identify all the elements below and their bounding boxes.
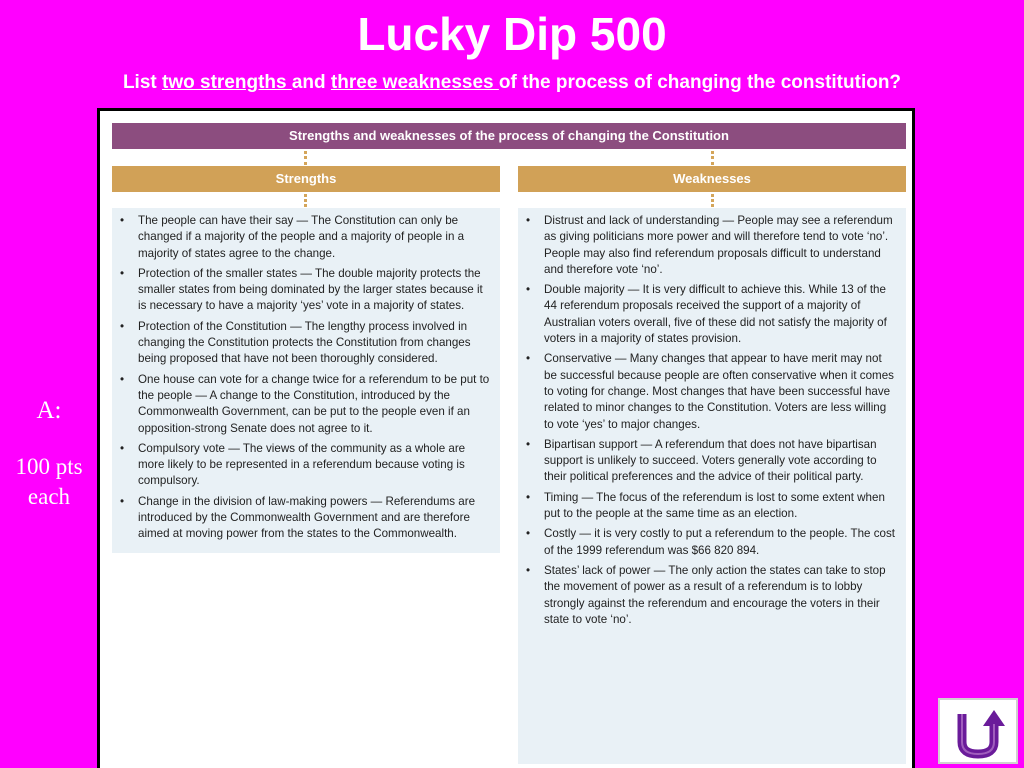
- list-item: • Timing — The focus of the referendum is lost to some extent when put to the people at the same time as an election.: [544, 490, 896, 523]
- question-part-5: of the process of changing the constitution?: [498, 72, 902, 93]
- question-three-weaknesses: three weaknesses: [330, 72, 499, 93]
- list-item: • Protection of the smaller states — The double majority protects the smaller states from being dominated by the larger states because it is necessary to have a majority ‘yes’ vote in a majority of states.: [138, 266, 490, 315]
- connector-dots-strengths-bottom: [304, 194, 307, 207]
- weaknesses-list: [544, 213, 896, 628]
- strengths-list-panel: [112, 208, 500, 553]
- strengths-header: Strengths: [112, 166, 500, 192]
- home-button[interactable]: [938, 698, 1018, 764]
- points-label: [0, 452, 98, 512]
- connector-dots-weaknesses-top: [711, 151, 714, 165]
- question-part-3: and: [291, 72, 331, 93]
- points-each: each: [27, 484, 71, 509]
- question-text: [0, 70, 1024, 96]
- list-item: • One house can vote for a change twice for a referendum to be put to the people — A change to the Constitution, introduced by the Commonwealth Government, can be put to the people even if an opposition-strong Senate does not agree to it.: [138, 372, 490, 437]
- list-item: • The people can have their say — The Constitution can only be changed if a majority of the people and a majority of people in a majority of states agree to the change.: [138, 213, 490, 262]
- list-item: • Distrust and lack of understanding — People may see a referendum as giving politicians more power and will therefore tend to vote ‘no’. People may also find referendum proposals difficult to understand and therefore vote ‘no’.: [544, 213, 896, 278]
- weaknesses-header: Weaknesses: [518, 166, 906, 192]
- figure-title: Strengths and weaknesses of the process of changing the Constitution: [112, 123, 906, 149]
- connector-dots-strengths-top: [304, 151, 307, 165]
- list-item: • Change in the division of law-making powers — Referendums are introduced by the Commonwealth Government and are therefore aimed at moving power from the states to the Commonwealth.: [138, 494, 490, 543]
- slide-title: Lucky Dip 500: [357, 8, 667, 60]
- list-item: • Costly — it is very costly to put a referendum to the people. The cost of the 1999 referendum was $66 820 894.: [544, 526, 896, 559]
- points-value: 100 pts: [15, 454, 83, 479]
- list-item: • Protection of the Constitution — The lengthy process involved in changing the Constitution protects the Constitution from changes being proposed that have not been thoroughly considered.: [138, 319, 490, 368]
- answer-figure: [97, 108, 915, 768]
- answer-label: A:: [36, 397, 62, 424]
- weaknesses-list-panel: [518, 208, 906, 764]
- strengths-list: [138, 213, 490, 543]
- connector-dots-weaknesses-bottom: [711, 194, 714, 207]
- question-part-1: List: [122, 72, 163, 93]
- list-item: • Compulsory vote — The views of the community as a whole are more likely to be represented in a referendum because voting is compulsory.: [138, 441, 490, 490]
- list-item: • Double majority — It is very difficult to achieve this. While 13 of the 44 referendum proposals received the support of a majority of Australian voters overall, five of these did not satisfy the majority of voters in a majority of states provision.: [544, 282, 896, 347]
- list-item: • Bipartisan support — A referendum that does not have bipartisan support is unlikely to succeed. Voters generally vote according to their political preferences and the advice of their political party.: [544, 437, 896, 486]
- u-turn-return-icon: [940, 700, 1016, 762]
- question-two-strengths: two strengths: [162, 72, 292, 93]
- list-item: • States’ lack of power — The only action the states can take to stop the movement of power as a result of a referendum is to lobby strongly against the referendum and encourage the voters in their state to vote ‘no’.: [544, 563, 896, 628]
- list-item: • Conservative — Many changes that appear to have merit may not be successful because people are often conservative when it comes to voting for change. Most changes that have been successful have related to minor changes to the Constitution. Voters are less willing to vote ‘yes’ to major changes.: [544, 351, 896, 432]
